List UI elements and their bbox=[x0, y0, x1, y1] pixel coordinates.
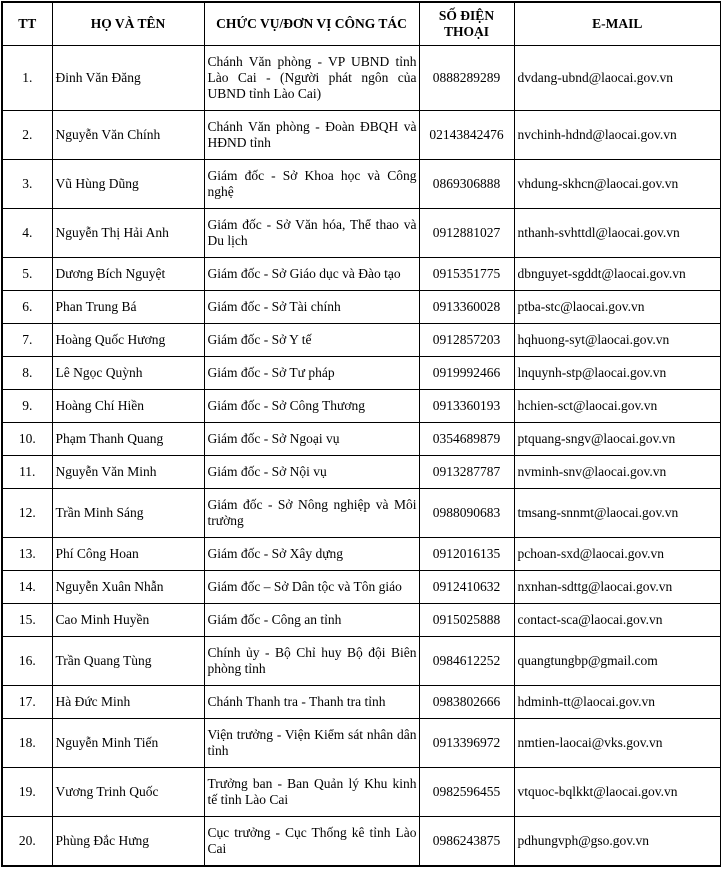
person-phone: 0982596455 bbox=[419, 768, 514, 817]
person-email: nthanh-svhttdl@laocai.gov.vn bbox=[514, 209, 721, 258]
person-email: tmsang-snnmt@laocai.gov.vn bbox=[514, 489, 721, 538]
person-name: Nguyễn Xuân Nhẫn bbox=[52, 571, 204, 604]
row-number: 4. bbox=[2, 209, 52, 258]
person-phone: 0986243875 bbox=[419, 817, 514, 867]
row-number: 17. bbox=[2, 686, 52, 719]
person-position: Trưởng ban - Ban Quản lý Khu kinh tế tỉnh Lào Cai bbox=[204, 768, 419, 817]
person-phone: 0915025888 bbox=[419, 604, 514, 637]
header-row bbox=[2, 2, 721, 46]
table-row bbox=[2, 357, 721, 390]
person-position: Giám đốc - Sở Tài chính bbox=[204, 291, 419, 324]
person-position: Giám đốc - Sở Tư pháp bbox=[204, 357, 419, 390]
person-position: Chánh Thanh tra - Thanh tra tỉnh bbox=[204, 686, 419, 719]
row-number: 3. bbox=[2, 160, 52, 209]
table-row bbox=[2, 686, 721, 719]
row-number: 13. bbox=[2, 538, 52, 571]
person-name: Phan Trung Bá bbox=[52, 291, 204, 324]
header-name: HỌ VÀ TÊN bbox=[52, 2, 204, 46]
table-row bbox=[2, 817, 721, 867]
person-email: nvminh-snv@laocai.gov.vn bbox=[514, 456, 721, 489]
row-number: 5. bbox=[2, 258, 52, 291]
person-name: Vũ Hùng Dũng bbox=[52, 160, 204, 209]
person-position: Viện trưởng - Viện Kiểm sát nhân dân tỉnh bbox=[204, 719, 419, 768]
table-row bbox=[2, 324, 721, 357]
person-name: Hà Đức Minh bbox=[52, 686, 204, 719]
person-name: Phí Công Hoan bbox=[52, 538, 204, 571]
row-number: 6. bbox=[2, 291, 52, 324]
person-email: lnquynh-stp@laocai.gov.vn bbox=[514, 357, 721, 390]
person-position: Chánh Văn phòng - Đoàn ĐBQH và HĐND tỉnh bbox=[204, 111, 419, 160]
person-position: Giám đốc - Sở Ngoại vụ bbox=[204, 423, 419, 456]
row-number: 16. bbox=[2, 637, 52, 686]
person-email: ptquang-sngv@laocai.gov.vn bbox=[514, 423, 721, 456]
person-phone: 0913360193 bbox=[419, 390, 514, 423]
person-email: quangtungbp@gmail.com bbox=[514, 637, 721, 686]
table-row bbox=[2, 637, 721, 686]
person-phone: 0988090683 bbox=[419, 489, 514, 538]
person-phone: 02143842476 bbox=[419, 111, 514, 160]
row-number: 7. bbox=[2, 324, 52, 357]
person-email: pdhungvph@gso.gov.vn bbox=[514, 817, 721, 867]
person-phone: 0354689879 bbox=[419, 423, 514, 456]
person-name: Phạm Thanh Quang bbox=[52, 423, 204, 456]
person-phone: 0913360028 bbox=[419, 291, 514, 324]
person-phone: 0869306888 bbox=[419, 160, 514, 209]
person-phone: 0912857203 bbox=[419, 324, 514, 357]
table-row bbox=[2, 768, 721, 817]
header-position: CHỨC VỤ/ĐƠN VỊ CÔNG TÁC bbox=[204, 2, 419, 46]
person-email: hchien-sct@laocai.gov.vn bbox=[514, 390, 721, 423]
person-phone: 0919992466 bbox=[419, 357, 514, 390]
person-email: nmtien-laocai@vks.gov.vn bbox=[514, 719, 721, 768]
table-row bbox=[2, 538, 721, 571]
person-name: Trần Quang Tùng bbox=[52, 637, 204, 686]
person-position: Giám đốc - Sở Nông nghiệp và Môi trường bbox=[204, 489, 419, 538]
row-number: 14. bbox=[2, 571, 52, 604]
person-position: Giám đốc - Sở Khoa học và Công nghệ bbox=[204, 160, 419, 209]
person-email: pchoan-sxd@laocai.gov.vn bbox=[514, 538, 721, 571]
table-row bbox=[2, 111, 721, 160]
person-phone: 0984612252 bbox=[419, 637, 514, 686]
table-row bbox=[2, 258, 721, 291]
person-name: Cao Minh Huyền bbox=[52, 604, 204, 637]
person-position: Giám đốc - Sở Văn hóa, Thể thao và Du lịch bbox=[204, 209, 419, 258]
row-number: 8. bbox=[2, 357, 52, 390]
person-position: Giám đốc - Sở Giáo dục và Đào tạo bbox=[204, 258, 419, 291]
person-name: Đinh Văn Đăng bbox=[52, 46, 204, 111]
person-phone: 0912016135 bbox=[419, 538, 514, 571]
person-position: Cục trưởng - Cục Thống kê tỉnh Lào Cai bbox=[204, 817, 419, 867]
row-number: 2. bbox=[2, 111, 52, 160]
person-email: dbnguyet-sgddt@laocai.gov.vn bbox=[514, 258, 721, 291]
row-number: 12. bbox=[2, 489, 52, 538]
person-email: vtquoc-bqlkkt@laocai.gov.vn bbox=[514, 768, 721, 817]
person-email: nxnhan-sdttg@laocai.gov.vn bbox=[514, 571, 721, 604]
table-body bbox=[2, 46, 721, 867]
person-name: Hoàng Chí Hiền bbox=[52, 390, 204, 423]
table-row bbox=[2, 489, 721, 538]
row-number: 1. bbox=[2, 46, 52, 111]
table-header bbox=[2, 2, 721, 46]
person-position: Giám đốc - Sở Y tế bbox=[204, 324, 419, 357]
person-email: nvchinh-hdnd@laocai.gov.vn bbox=[514, 111, 721, 160]
table-row bbox=[2, 390, 721, 423]
person-name: Nguyễn Thị Hải Anh bbox=[52, 209, 204, 258]
row-number: 9. bbox=[2, 390, 52, 423]
row-number: 10. bbox=[2, 423, 52, 456]
header-email: E-MAIL bbox=[514, 2, 721, 46]
person-position: Giám đốc - Công an tỉnh bbox=[204, 604, 419, 637]
row-number: 11. bbox=[2, 456, 52, 489]
person-name: Dương Bích Nguyệt bbox=[52, 258, 204, 291]
table-row bbox=[2, 160, 721, 209]
person-position: Giám đốc – Sở Dân tộc và Tôn giáo bbox=[204, 571, 419, 604]
table-row bbox=[2, 571, 721, 604]
row-number: 18. bbox=[2, 719, 52, 768]
person-email: contact-sca@laocai.gov.vn bbox=[514, 604, 721, 637]
person-position: Giám đốc - Sở Công Thương bbox=[204, 390, 419, 423]
table-row bbox=[2, 719, 721, 768]
person-email: vhdung-skhcn@laocai.gov.vn bbox=[514, 160, 721, 209]
person-position: Giám đốc - Sở Nội vụ bbox=[204, 456, 419, 489]
person-position: Chánh Văn phòng - VP UBND tỉnh Lào Cai - (Người phát ngôn của UBND tỉnh Lào Cai) bbox=[204, 46, 419, 111]
person-phone: 0983802666 bbox=[419, 686, 514, 719]
person-name: Trần Minh Sáng bbox=[52, 489, 204, 538]
person-phone: 0913287787 bbox=[419, 456, 514, 489]
table-row bbox=[2, 456, 721, 489]
person-name: Vương Trinh Quốc bbox=[52, 768, 204, 817]
table-row bbox=[2, 46, 721, 111]
person-phone: 0913396972 bbox=[419, 719, 514, 768]
table-row bbox=[2, 423, 721, 456]
row-number: 20. bbox=[2, 817, 52, 867]
person-email: hqhuong-syt@laocai.gov.vn bbox=[514, 324, 721, 357]
person-name: Lê Ngọc Quỳnh bbox=[52, 357, 204, 390]
table-row bbox=[2, 209, 721, 258]
contact-table bbox=[1, 1, 721, 867]
person-name: Phùng Đắc Hưng bbox=[52, 817, 204, 867]
person-position: Giám đốc - Sở Xây dựng bbox=[204, 538, 419, 571]
person-phone: 0912410632 bbox=[419, 571, 514, 604]
person-email: dvdang-ubnd@laocai.gov.vn bbox=[514, 46, 721, 111]
header-tt: TT bbox=[2, 2, 52, 46]
person-name: Nguyễn Minh Tiến bbox=[52, 719, 204, 768]
person-phone: 0915351775 bbox=[419, 258, 514, 291]
person-email: hdminh-tt@laocai.gov.vn bbox=[514, 686, 721, 719]
person-position: Chính ủy - Bộ Chỉ huy Bộ đội Biên phòng tỉnh bbox=[204, 637, 419, 686]
person-phone: 0912881027 bbox=[419, 209, 514, 258]
person-email: ptba-stc@laocai.gov.vn bbox=[514, 291, 721, 324]
row-number: 15. bbox=[2, 604, 52, 637]
person-name: Nguyễn Văn Chính bbox=[52, 111, 204, 160]
header-phone: SỐ ĐIỆN THOẠI bbox=[419, 2, 514, 46]
person-name: Hoàng Quốc Hương bbox=[52, 324, 204, 357]
person-phone: 0888289289 bbox=[419, 46, 514, 111]
table-row bbox=[2, 604, 721, 637]
row-number: 19. bbox=[2, 768, 52, 817]
table-row bbox=[2, 291, 721, 324]
person-name: Nguyễn Văn Minh bbox=[52, 456, 204, 489]
